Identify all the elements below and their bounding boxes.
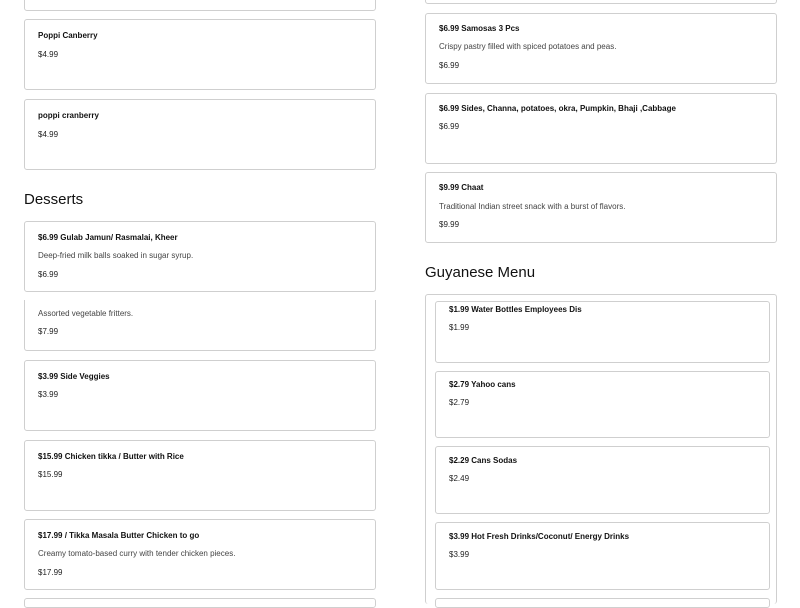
item-price: $17.99 (38, 568, 63, 577)
item-description: Deep-fried milk balls soaked in sugar syrup. (38, 251, 194, 260)
item-title: $3.99 Side Veggies (38, 372, 110, 381)
item-title: $9.99 Chaat (439, 183, 484, 192)
menu-item-card[interactable] (435, 371, 770, 438)
menu-item-card[interactable] (425, 93, 777, 164)
menu-item-card[interactable] (435, 446, 770, 514)
item-price: $6.99 (439, 61, 460, 70)
item-title: $2.79 Yahoo cans (449, 380, 516, 389)
item-description: Traditional Indian street snack with a burst of flavors. (439, 202, 626, 211)
menu-item-card[interactable] (425, 13, 777, 84)
menu-item-card[interactable] (24, 0, 376, 11)
item-price: $3.99 (38, 390, 59, 399)
item-price: $6.99 (439, 122, 460, 131)
menu-item-card[interactable] (24, 300, 376, 351)
item-price: $1.99 (449, 323, 470, 332)
item-title: $6.99 Sides, Channa, potatoes, okra, Pumpkin, Bhaji ,Cabbage (439, 104, 676, 113)
item-price: $7.99 (38, 327, 59, 336)
item-price: $6.99 (38, 270, 59, 279)
item-title: $1.99 Water Bottles Employees Dis (449, 305, 582, 314)
menu-item-card[interactable] (425, 172, 777, 243)
item-price: $3.99 (449, 550, 470, 559)
item-description: Crispy pastry filled with spiced potatoes and peas. (439, 42, 617, 51)
menu-item-card[interactable] (24, 440, 376, 511)
menu-item-card[interactable] (24, 19, 376, 90)
menu-item-card[interactable] (425, 0, 777, 4)
item-price: $15.99 (38, 470, 63, 479)
item-title: $15.99 Chicken tikka / Butter with Rice (38, 452, 184, 461)
item-description: Creamy tomato-based curry with tender chicken pieces. (38, 549, 236, 558)
item-price: $2.79 (449, 398, 470, 407)
item-price: $4.99 (38, 130, 59, 139)
item-description: Assorted vegetable fritters. (38, 309, 134, 318)
menu-item-card[interactable] (24, 519, 376, 590)
item-price: $4.99 (38, 50, 59, 59)
section-heading-desserts: Desserts (24, 191, 84, 208)
item-title: $17.99 / Tikka Masala Butter Chicken to go (38, 531, 200, 540)
item-title: $6.99 Gulab Jamun/ Rasmalai, Kheer (38, 233, 178, 242)
item-title: $2.29 Cans Sodas (449, 456, 518, 465)
menu-item-card[interactable] (435, 301, 770, 363)
menu-item-card[interactable] (24, 99, 376, 170)
menu-item-card[interactable] (24, 360, 376, 431)
menu-item-card[interactable] (24, 221, 376, 292)
item-title: poppi cranberry (38, 111, 99, 120)
item-price: $9.99 (439, 220, 460, 229)
section-heading-guyanese: Guyanese Menu (425, 264, 536, 281)
menu-item-card[interactable] (435, 522, 770, 590)
item-title: $6.99 Samosas 3 Pcs (439, 24, 520, 33)
item-price: $2.49 (449, 474, 470, 483)
item-title: $3.99 Hot Fresh Drinks/Coconut/ Energy Drinks (449, 532, 630, 541)
item-title: Poppi Canberry (38, 31, 98, 40)
category-container (425, 294, 777, 604)
